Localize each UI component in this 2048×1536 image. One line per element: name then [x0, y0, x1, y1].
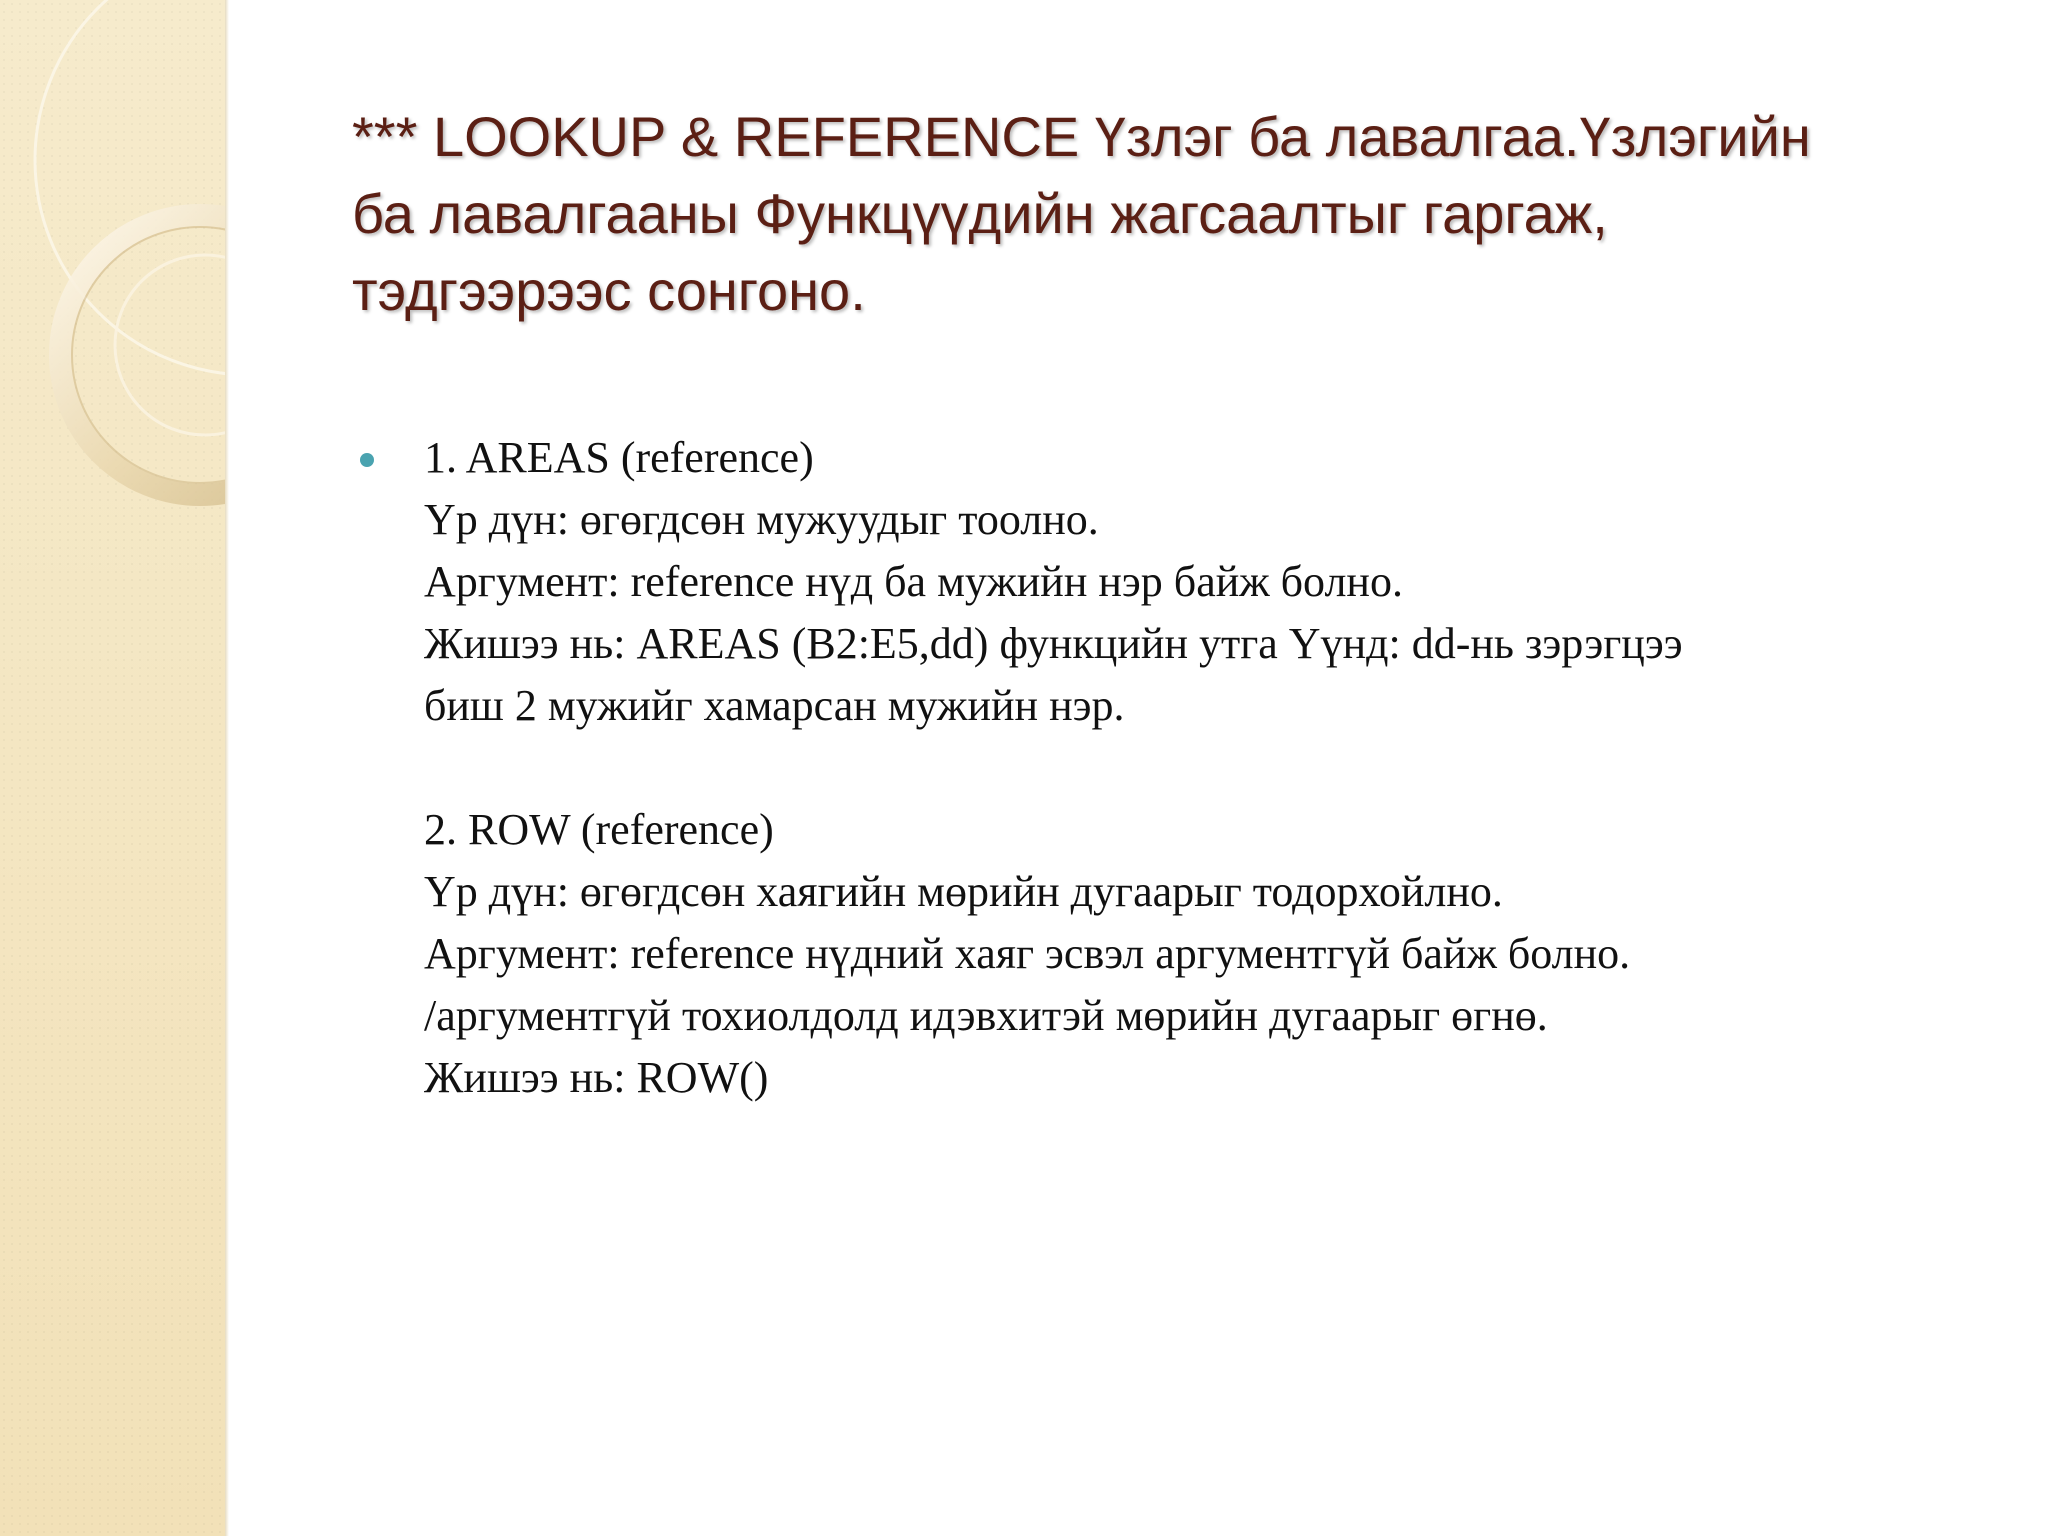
- decorative-side-panel: [0, 0, 225, 1536]
- paragraph-spacer: [424, 737, 1924, 799]
- row-note: /аргументгүй тохиолдолд идэвхитэй мөрийн дугаарыг өгнө.: [424, 991, 1548, 1040]
- areas-argument: Аргумент: reference нүд ба мужийн нэр байж болно.: [424, 557, 1403, 606]
- areas-example-line-1: Жишээ нь: AREAS (B2:E5,dd) функцийн утга Үүнд: dd-нь зэрэгцээ: [424, 619, 1683, 668]
- decorative-rings-icon: [0, 0, 225, 560]
- row-argument: Аргумент: reference нүдний хаяг эсвэл аргументгүй байж болно.: [424, 929, 1631, 978]
- row-result: Үр дүн: өгөгдсөн хаягийн мөрийн дугаарыг тодорхойлно.: [424, 867, 1503, 916]
- areas-example-line-2: биш 2 мужийг хамарсан мужийн нэр.: [424, 681, 1125, 730]
- areas-result: Үр дүн: өгөгдсөн мужуудыг тоолно.: [424, 495, 1099, 544]
- areas-heading: 1. AREAS (reference): [424, 433, 814, 482]
- bullet-icon: [360, 453, 374, 467]
- row-example: Жишээ нь: ROW(): [424, 1053, 769, 1102]
- bullet-text: [424, 427, 1924, 1109]
- row-heading: 2. ROW (reference): [424, 805, 774, 854]
- slide-title: *** LOOKUP & REFERENCE Үзлэг ба лавалгаа.Үзлэгийн ба лавалгааны Функцүүдийн жагсаалтыг гаргаж, тэдгээрээс сонгоно.: [352, 105, 1811, 322]
- panel-divider: [225, 0, 229, 1536]
